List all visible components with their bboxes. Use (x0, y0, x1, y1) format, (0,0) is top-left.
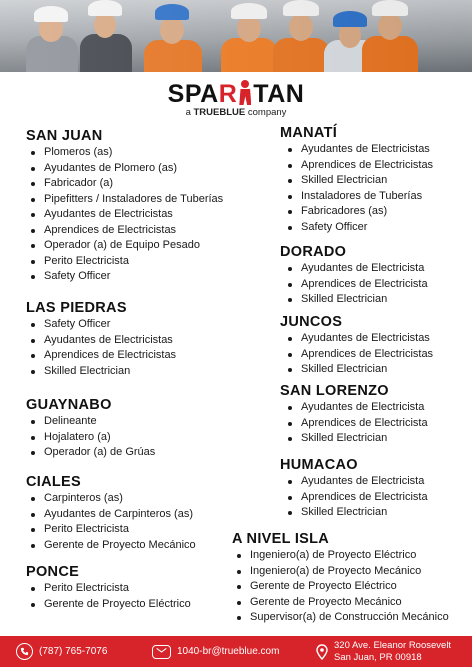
list-item: Fabricadores (as) (280, 204, 433, 220)
section-a-nivel-isla (232, 531, 449, 626)
list-item: Delineante (26, 414, 155, 430)
list-item: Safety Officer (26, 317, 176, 333)
list-item: Ingeniero(a) de Proyecto Eléctrico (232, 548, 449, 564)
address-text (334, 640, 451, 664)
list-item: Gerente de Proyecto Eléctrico (232, 579, 449, 595)
address-line-1: 320 Ave. Eleanor Roosevelt (334, 639, 452, 651)
list-item: Aprendices de Electricista (280, 277, 428, 293)
list-item: Perito Electricista (26, 522, 196, 538)
logo-tagline: a TRUEBLUE company (185, 107, 287, 118)
list-item: Aprendices de Electricista (280, 490, 428, 506)
list-item: Hojalatero (a) (26, 430, 155, 446)
section-title: CIALES (26, 474, 81, 490)
list-item: Carpinteros (as) (26, 491, 196, 507)
list-item: Skilled Electrician (26, 364, 176, 380)
email-link: 1040-br@trueblue.com (177, 646, 280, 657)
list-item: Ayudantes de Electricistas (280, 331, 433, 347)
logo-wordmark: SPAR TAN (167, 80, 305, 108)
job-list (280, 331, 433, 378)
section-title: HUMACAO (280, 457, 358, 473)
list-item: Skilled Electrician (280, 505, 428, 521)
section-title: SAN JUAN (26, 128, 103, 144)
section-juncos (280, 314, 433, 378)
section-las-piedras (26, 300, 176, 379)
footer-address (316, 636, 451, 667)
list-item: Skilled Electrician (280, 362, 433, 378)
section-ponce (26, 564, 191, 612)
footer-phone[interactable] (16, 636, 107, 667)
list-item: Safety Officer (26, 269, 223, 285)
list-item: Ayudantes de Plomero (as) (26, 161, 223, 177)
list-item: Plomeros (as) (26, 145, 223, 161)
list-item: Ayudantes de Electricista (280, 261, 428, 277)
list-item: Ayudantes de Carpinteros (as) (26, 507, 196, 523)
list-item: Operador (a) de Equipo Pesado (26, 238, 223, 254)
section-san-juan (26, 128, 223, 285)
list-item: Instaladores de Tuberías (280, 189, 433, 205)
list-item: Ayudantes de Electricista (280, 474, 428, 490)
job-list (26, 145, 223, 285)
section-manati (280, 125, 433, 235)
section-guaynabo (26, 397, 155, 461)
list-item: Gerente de Proyecto Mecánico (232, 595, 449, 611)
job-list (280, 474, 428, 521)
list-item: Ayudantes de Electricistas (280, 142, 433, 158)
list-item: Gerente de Proyecto Eléctrico (26, 597, 191, 613)
list-item: Perito Electricista (26, 254, 223, 270)
job-list (26, 317, 176, 379)
list-item: Gerente de Proyecto Mecánico (26, 538, 196, 554)
section-ciales (26, 474, 196, 553)
section-humacao (280, 457, 428, 521)
logo-figure-icon (237, 80, 253, 108)
map-pin-icon (316, 644, 328, 660)
phone-icon (16, 643, 33, 660)
job-list (280, 142, 433, 235)
section-san-lorenzo (280, 383, 428, 447)
list-item: Skilled Electrician (280, 431, 428, 447)
list-item: Skilled Electrician (280, 173, 433, 189)
list-item: Ayudantes de Electricistas (26, 333, 176, 349)
section-title: JUNCOS (280, 314, 343, 330)
section-title: LAS PIEDRAS (26, 300, 127, 316)
list-item: Perito Electricista (26, 581, 191, 597)
job-list (26, 414, 155, 461)
list-item: Aprendices de Electricistas (26, 223, 223, 239)
contact-footer (0, 636, 472, 667)
list-item: Ayudantes de Electricista (280, 400, 428, 416)
spartan-logo (0, 80, 472, 118)
section-title: PONCE (26, 564, 80, 580)
address-line-2: San Juan, PR 00918 (334, 651, 422, 663)
footer-email[interactable] (152, 636, 279, 667)
section-title: GUAYNABO (26, 397, 112, 413)
list-item: Aprendices de Electricistas (280, 347, 433, 363)
job-list (280, 400, 428, 447)
list-item: Aprendices de Electricistas (280, 158, 433, 174)
job-list (26, 491, 196, 553)
list-item: Safety Officer (280, 220, 433, 236)
phone-number: (787) 765-7076 (39, 646, 108, 657)
list-item: Supervisor(a) de Construcción Mecánico (232, 610, 449, 626)
list-item: Operador (a) de Grúas (26, 445, 155, 461)
section-dorado (280, 244, 428, 308)
list-item: Skilled Electrician (280, 292, 428, 308)
job-list (232, 548, 449, 626)
list-item: Fabricador (a) (26, 176, 223, 192)
list-item: Aprendices de Electricistas (26, 348, 176, 364)
job-list (280, 261, 428, 308)
envelope-icon (152, 645, 171, 659)
section-title: MANATÍ (280, 125, 338, 141)
section-title: A NIVEL ISLA (232, 531, 330, 547)
list-item: Aprendices de Electricista (280, 416, 428, 432)
list-item: Ingeniero(a) de Proyecto Mecánico (232, 564, 449, 580)
list-item: Ayudantes de Electricistas (26, 207, 223, 223)
job-list (26, 581, 191, 612)
list-item: Pipefitters / Instaladores de Tuberías (26, 192, 223, 208)
section-title: SAN LORENZO (280, 383, 389, 399)
header-photo (0, 0, 472, 72)
section-title: DORADO (280, 244, 347, 260)
